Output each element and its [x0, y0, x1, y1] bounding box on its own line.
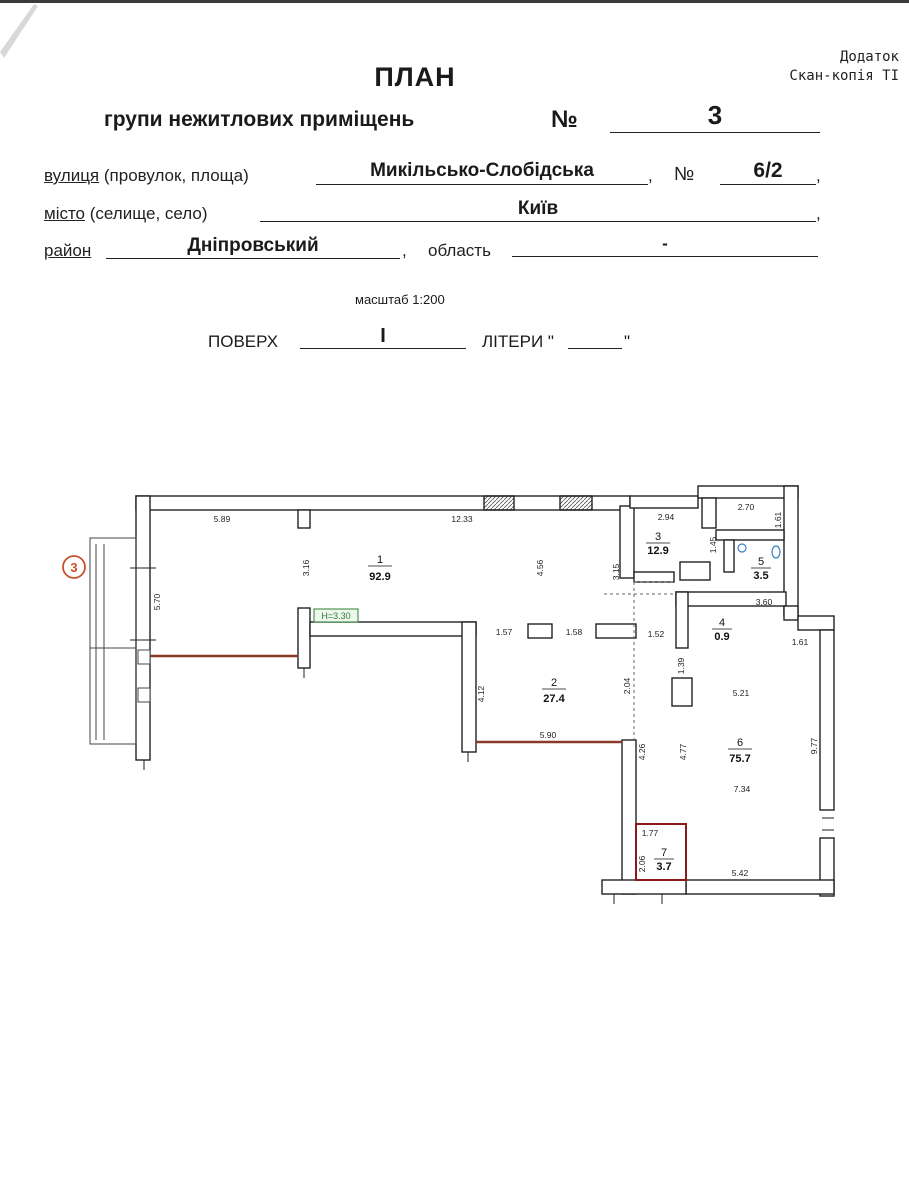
axis-ticks: [130, 568, 834, 904]
annex-line-2: Скан-копія ТІ: [789, 68, 899, 84]
letters-close: ": [624, 332, 631, 351]
city-comma: ,: [816, 204, 821, 223]
room-1-area: 92.9: [369, 571, 391, 583]
room-2-number: 2: [550, 677, 558, 689]
dim-label: 5.21: [732, 688, 750, 698]
annex-line-1: Додаток: [839, 49, 899, 65]
dim-label: 2.70: [737, 502, 755, 512]
house-number-field: 6/2: [720, 159, 816, 185]
dim-label: 5.70: [152, 593, 162, 611]
street-comma: ,: [648, 166, 653, 185]
dim-label: 1.57: [495, 627, 513, 637]
room-1-number: 1: [376, 554, 384, 566]
dim-label: 1.45: [708, 536, 718, 554]
dim-label: 4.56: [535, 559, 545, 577]
dim-label: 2.06: [637, 855, 647, 873]
street-label-main: вулиця: [44, 166, 100, 185]
city-label-main: місто: [44, 204, 86, 223]
house-number-label: №: [674, 164, 695, 185]
district-field: Дніпровський: [106, 234, 400, 259]
dim-label: 5.89: [213, 514, 231, 524]
room-3-number: 3: [654, 531, 662, 543]
dim-label: 1.52: [647, 629, 665, 639]
dim-label: 1.77: [641, 828, 659, 838]
street-label-hint: (провулок, площа): [99, 166, 249, 185]
district-label-main: район: [44, 241, 92, 260]
group-number-sign: №: [551, 106, 578, 133]
letters-label: ЛІТЕРИ ": [482, 332, 554, 351]
room-4-number: 4: [718, 617, 726, 629]
room-5-area: 3.5: [753, 570, 769, 582]
plan-subtitle: групи нежитлових приміщень: [104, 108, 415, 131]
dim-label: 1.61: [773, 511, 783, 529]
plan-marker-label: 3: [70, 560, 78, 575]
dim-label: 12.33: [451, 514, 473, 524]
dim-label: 9.77: [809, 737, 819, 755]
dim-label: 1.61: [791, 637, 809, 647]
dim-label: 2.04: [622, 677, 632, 695]
room-7-number: 7: [660, 847, 668, 859]
room-2-area: 27.4: [543, 693, 565, 705]
city-label-hint: (селище, село): [85, 204, 208, 223]
plan-openings: [604, 582, 676, 740]
dim-label: 4.12: [476, 685, 486, 703]
floor-field: I: [300, 326, 466, 349]
district-comma: ,: [402, 241, 407, 260]
room-7-area: 3.7: [656, 861, 672, 873]
room-6-number: 6: [736, 737, 744, 749]
scale-label: масштаб 1:200: [355, 292, 445, 307]
room-5-number: 5: [757, 556, 765, 568]
dim-label: 4.77: [678, 743, 688, 761]
room-6-area: 75.7: [729, 753, 751, 765]
dimension-labels: [152, 502, 819, 878]
dim-label: 1.58: [565, 627, 583, 637]
house-number-comma: ,: [816, 166, 821, 185]
city-field: Київ: [260, 197, 816, 222]
street-field: Микільсько-Слобідська: [316, 159, 648, 185]
region-label: область: [428, 241, 491, 260]
dim-label: 3.15: [611, 563, 621, 581]
plan-title: ПЛАН: [374, 62, 456, 92]
dim-label: 1.39: [676, 657, 686, 675]
region-field: -: [512, 234, 818, 257]
dim-label: 5.42: [731, 868, 749, 878]
room-labels: [368, 531, 771, 873]
dim-label: 3.16: [301, 559, 311, 577]
dim-label: 2.94: [657, 512, 675, 522]
room-4-area: 0.9: [714, 631, 730, 643]
dim-label: 3.60: [755, 597, 773, 607]
group-number-field: 3: [610, 100, 820, 133]
room-3-area: 12.9: [647, 545, 669, 557]
height-note: Н=3.30: [321, 611, 351, 621]
floor-label: ПОВЕРХ: [208, 332, 279, 351]
dim-label: 5.90: [539, 730, 557, 740]
dim-label: 4.26: [637, 743, 647, 761]
dim-label: 7.34: [733, 784, 751, 794]
